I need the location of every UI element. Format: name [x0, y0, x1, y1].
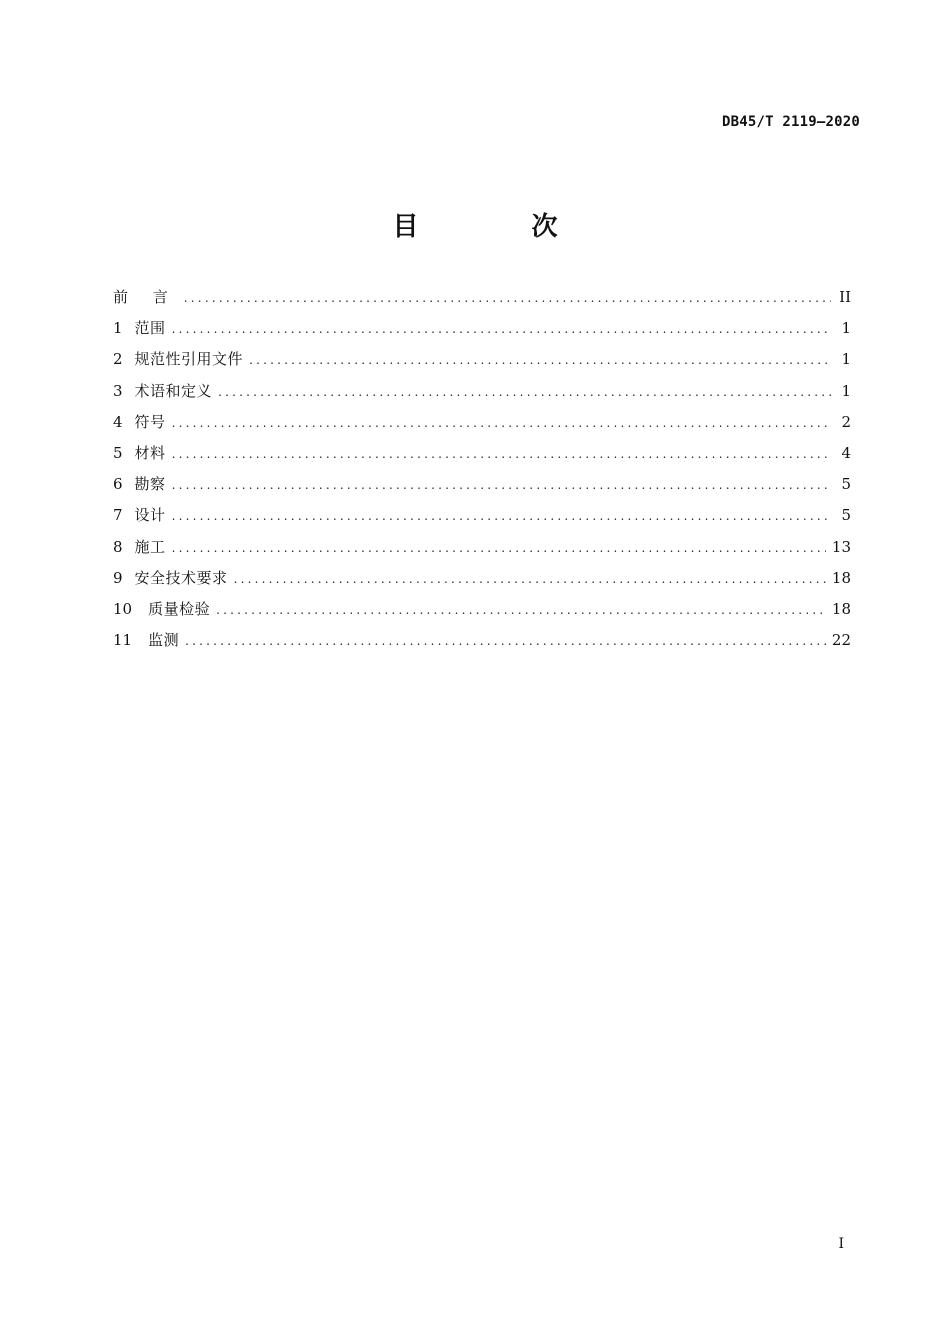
toc-entry-number: 3 [113, 381, 123, 400]
toc-entry-label: 符号 [134, 412, 166, 431]
toc-leader-dots [249, 345, 831, 376]
toc-entry-label: 材料 [134, 443, 166, 462]
toc-entry-11[interactable] [113, 625, 851, 656]
toc-entry-label: 质量检验 [148, 599, 211, 618]
toc-leader-dots [172, 533, 826, 564]
toc-entry-label: 监测 [148, 631, 180, 650]
toc-entry-number: 4 [113, 412, 123, 431]
toc-leader-dots [172, 314, 831, 345]
toc-entry-page: 4 [841, 443, 851, 462]
toc-entry-number: 5 [113, 443, 123, 462]
toc-entry-page: II [839, 288, 851, 306]
toc-entry-number: 2 [113, 350, 123, 369]
toc-entry-number: 1 [113, 319, 123, 338]
toc-entry-label: 安全技术要求 [134, 568, 228, 587]
toc-entry-3[interactable] [113, 376, 851, 407]
page-number: I [838, 1236, 844, 1252]
toc-entry-7[interactable] [113, 500, 851, 531]
toc-leader-dots [185, 626, 826, 657]
toc-entry-10[interactable] [113, 594, 851, 625]
toc-entry-foreword[interactable] [113, 282, 851, 313]
toc-leader-dots [172, 408, 831, 439]
toc-entry-2[interactable] [113, 344, 851, 375]
document-code: DB45/T 2119—2020 [721, 114, 860, 130]
toc-title: 目 次 [392, 212, 610, 242]
toc-entry-label: 规范性引用文件 [134, 350, 244, 369]
toc-entry-8[interactable] [113, 532, 851, 563]
toc-entry-number: 11 [113, 631, 133, 650]
table-of-contents [113, 282, 851, 656]
toc-entry-4[interactable] [113, 407, 851, 438]
toc-entry-number: 8 [113, 537, 123, 556]
toc-entry-5[interactable] [113, 438, 851, 469]
toc-entry-label: 勘察 [134, 475, 166, 494]
toc-entry-6[interactable] [113, 469, 851, 500]
toc-entry-1[interactable] [113, 313, 851, 344]
toc-leader-dots [216, 595, 826, 626]
toc-entry-9[interactable] [113, 563, 851, 594]
toc-entry-page: 5 [841, 475, 851, 494]
toc-entry-page: 5 [841, 506, 851, 525]
toc-entry-number: 10 [113, 599, 133, 618]
toc-entry-page: 18 [831, 599, 851, 618]
toc-entry-page: 2 [841, 412, 851, 431]
toc-leader-dots [234, 564, 826, 595]
toc-entry-label: 前 言 [113, 288, 178, 306]
toc-entry-number: 9 [113, 568, 123, 587]
toc-leader-dots [172, 501, 831, 532]
toc-entry-number: 6 [113, 475, 123, 494]
toc-entry-page: 18 [831, 568, 851, 587]
toc-entry-page: 1 [841, 350, 851, 369]
toc-entry-page: 1 [841, 319, 851, 338]
toc-entry-label: 术语和定义 [134, 381, 213, 400]
toc-entry-label: 范围 [134, 319, 166, 338]
toc-leader-dots [172, 470, 831, 501]
toc-entry-page: 13 [831, 537, 851, 556]
toc-leader-dots [218, 377, 831, 408]
toc-entry-label: 设计 [134, 506, 166, 525]
toc-entry-page: 1 [841, 381, 851, 400]
toc-entry-label: 施工 [134, 537, 166, 556]
toc-entry-page: 22 [831, 631, 851, 650]
toc-entry-number: 7 [113, 506, 123, 525]
toc-leader-dots [172, 439, 831, 470]
toc-leader-dots [184, 283, 831, 314]
